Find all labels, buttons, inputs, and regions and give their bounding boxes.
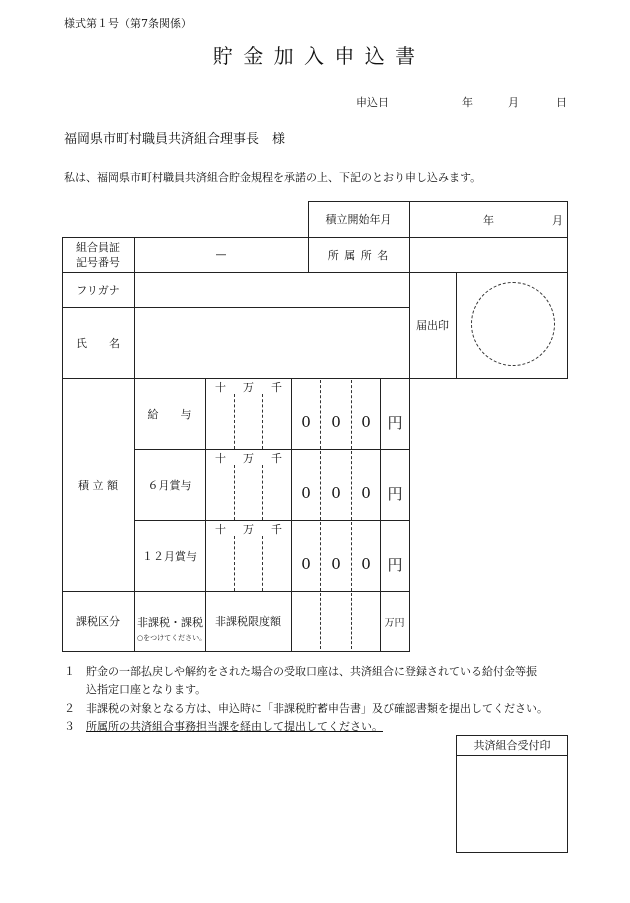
- row-label-june-bonus: ６月賞与: [147, 478, 192, 492]
- reception-stamp-label: 共済組合受付印: [473, 739, 551, 752]
- note-number: ３: [64, 720, 75, 733]
- place-ju: 十: [215, 381, 226, 394]
- page-title: 貯 金 加 入 申 込 書: [212, 44, 418, 68]
- digit-ones[interactable]: 0: [361, 555, 371, 573]
- row-label-december-bonus: １２月賞与: [142, 549, 197, 563]
- month-label: 月: [508, 96, 519, 109]
- place-sen: 千: [271, 452, 282, 465]
- apply-date-year-field[interactable]: [392, 90, 454, 108]
- name-label: 氏 名: [76, 336, 120, 350]
- start-month-label: 月: [552, 214, 563, 227]
- digit-tens[interactable]: 0: [331, 413, 341, 431]
- apply-date-label: 申込日: [356, 96, 389, 109]
- tax-choice-note: ○をつけてください。: [137, 634, 207, 642]
- member-id-label: [62, 237, 134, 272]
- place-sen: 千: [271, 523, 282, 536]
- place-sen: 千: [271, 381, 282, 394]
- digit-hundreds[interactable]: 0: [301, 484, 311, 502]
- member-id-field[interactable]: [134, 237, 308, 272]
- seal-label: 届出印: [416, 319, 449, 332]
- member-id-separator: —: [215, 248, 227, 261]
- member-id-label-line1: 組合員証: [76, 240, 120, 254]
- digit-ones[interactable]: 0: [361, 413, 371, 431]
- digit-tens[interactable]: 0: [331, 484, 341, 502]
- note-number: １: [64, 665, 75, 678]
- seal-circle[interactable]: [471, 282, 555, 366]
- member-id-label-line2: 記号番号: [76, 255, 120, 269]
- name-field[interactable]: [135, 308, 409, 378]
- furigana-field[interactable]: [135, 273, 409, 307]
- apply-date-month-field[interactable]: [475, 90, 505, 108]
- yen-unit: 円: [387, 484, 403, 503]
- place-man: 万: [243, 452, 254, 465]
- note-text-continued: 込指定口座となります。: [86, 683, 207, 696]
- tax-limit-unit: 万円: [384, 617, 405, 629]
- amount-label: 積 立 額: [78, 478, 118, 492]
- amount-field-december-bonus[interactable]: [206, 536, 291, 591]
- yen-unit: 円: [387, 555, 403, 574]
- furigana-label: フリガナ: [76, 283, 120, 297]
- place-man: 万: [243, 523, 254, 536]
- amount-field-june-bonus[interactable]: [206, 465, 291, 520]
- tax-limit-label: 非課税限度額: [215, 615, 281, 628]
- digit-hundreds[interactable]: 0: [301, 555, 311, 573]
- year-label: 年: [462, 96, 473, 109]
- tax-choice[interactable]: 非課税・課税: [137, 616, 203, 629]
- digit-ones[interactable]: 0: [361, 484, 371, 502]
- place-ju: 十: [215, 452, 226, 465]
- place-ju: 十: [215, 523, 226, 536]
- digit-tens[interactable]: 0: [331, 555, 341, 573]
- reception-stamp-area[interactable]: [457, 756, 567, 852]
- form-number: 様式第１号（第7条関係）: [64, 17, 192, 30]
- affiliation-field[interactable]: [410, 238, 567, 272]
- statement: 私は、福岡県市町村職員共済組合貯金規程を承諾の上、下記のとおり申し込みます。: [64, 171, 482, 184]
- start-year-label: 年: [483, 214, 494, 227]
- note-text: 所属所の共済組合事務担当課を経由して提出してください。: [86, 720, 383, 733]
- start-date-label: 積立開始年月: [325, 213, 392, 226]
- digit-hundreds[interactable]: 0: [301, 413, 311, 431]
- note-number: ２: [64, 702, 75, 715]
- place-man: 万: [243, 381, 254, 394]
- addressee: 福岡県市町村職員共済組合理事長 様: [64, 132, 286, 147]
- note-text: 非課税の対象となる方は、申込時に「非課税貯蓄申告書」及び確認書類を提出してください。: [86, 702, 548, 715]
- day-label: 日: [556, 96, 567, 109]
- yen-unit: 円: [387, 413, 403, 432]
- affiliation-label: 所 属 所 名: [327, 248, 390, 262]
- tax-limit-field[interactable]: [292, 592, 380, 651]
- amount-field-salary[interactable]: [206, 394, 291, 449]
- tax-category-label: 課税区分: [76, 615, 120, 628]
- note-text: 貯金の一部払戻しや解約をされた場合の受取口座は、共済組合に登録されている給付金等振: [86, 665, 537, 678]
- row-label-salary: 給 与: [147, 407, 192, 421]
- apply-date-day-field[interactable]: [520, 90, 554, 108]
